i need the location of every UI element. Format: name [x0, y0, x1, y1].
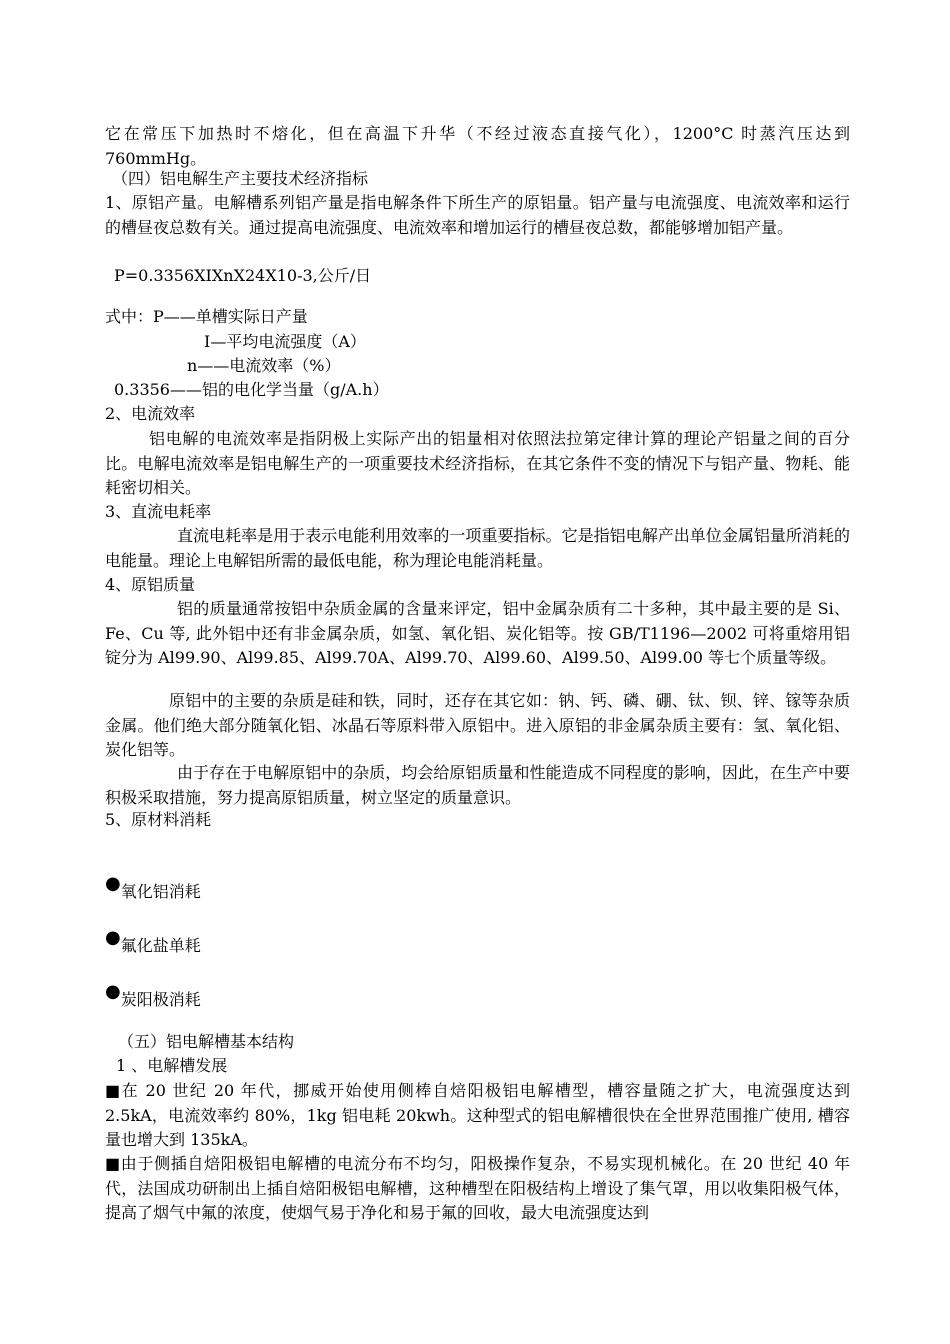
where-k: 0.3356——铝的电化学当量（g/A.h）	[114, 380, 389, 399]
bullet-item	[105, 981, 201, 1012]
bullet-label: 炭阳极消耗	[120, 990, 201, 1009]
paragraph-sublimation: 它在常压下加热时不熔化，但在高温下升华（不经过液态直接气化），1200°C 时蒸汽压达到 760mmHg。	[105, 124, 850, 168]
bullet-label: 氧化铝消耗	[120, 882, 201, 901]
heading-aluminum-quality: 4、原铝质量	[105, 575, 196, 594]
formula: P=0.3356XIXnX24X10-3,公斤/日	[114, 266, 372, 285]
paragraph-quality-awareness: 由于存在于电解原铝中的杂质，均会给原铝质量和性能造成不同程度的影响，因此，在生产中要积极采取措施，努力提高原铝质量，树立坚定的质量意识。	[105, 763, 850, 807]
bullet-item	[105, 927, 201, 958]
paragraph-development-1	[105, 1079, 850, 1153]
where-p: 式中：P——单槽实际日产量	[105, 307, 308, 326]
paragraph-current-efficiency: 铝电解的电流效率是指阴极上实际产出的铝量相对依照法拉第定律计算的理论产铝量之间的百分比。电解电流效率是铝电解生产的一项重要技术经济指标，在其它条件不变的情况下与铝产量、物耗、能耗密切相关。	[105, 429, 850, 497]
paragraph-quality-grading: 铝的质量通常按铝中杂质金属的含量来评定，铝中金属杂质有二十多种，其中最主要的是 Si、Fe、Cu 等, 此外铝中还有非金属杂质，如氢、氧化铝、炭化铝等。按 GB/T1196—2002 可将重熔用铝锭分为 Al99.90、Al99.85、Al99.70A、Al99.70、Al99.60、Al99.50、Al99.00 等七个质量等级。	[105, 599, 850, 667]
paragraph-impurities: 原铝中的主要的杂质是硅和铁，同时，还存在其它如：钠、钙、磷、硼、钛、钡、锌、镓等杂质金属。他们绝大部分随氧化铝、冰晶石等原料带入原铝中。进入原铝的非金属杂质主要有：氢、氧化铝、炭化铝等。	[105, 691, 850, 759]
bullet-dot-icon: ●	[105, 873, 121, 894]
bullet-item	[105, 873, 201, 904]
paragraph-aluminum-output: 1、原铝产量。电解槽系列铝产量是指电解条件下所生产的原铝量。铝产量与电流强度、电流效率和运行的槽昼夜总数有关。通过提高电流强度、电流效率和增加运行的槽昼夜总数，都能够增加铝产量。	[105, 193, 850, 237]
heading-current-efficiency: 2、电流效率	[105, 404, 196, 423]
heading-raw-material: 5、原材料消耗	[105, 810, 212, 829]
paragraph-development-2	[105, 1152, 850, 1226]
heading-cell-structure: （五）铝电解槽基本结构	[118, 1032, 295, 1051]
square-bullet-icon: ■	[105, 1081, 122, 1100]
subheading-cell-development: 1 、电解槽发展	[116, 1056, 228, 1075]
bullet-dot-icon: ●	[105, 927, 121, 948]
bullet-dot-icon: ●	[105, 981, 121, 1002]
heading-technical-indicators: （四）铝电解生产主要技术经济指标	[112, 169, 369, 188]
paragraph-dc-consumption: 直流电耗率是用于表示电能利用效率的一项重要指标。它是指铝电解产出单位金属铝量所消耗的电能量。理论上电解铝所需的最低电能，称为理论电能消耗量。	[105, 526, 850, 570]
heading-dc-consumption: 3、直流电耗率	[105, 502, 212, 521]
bullet-label: 氟化盐单耗	[120, 936, 201, 955]
development-2-text: 由于侧插自焙阳极铝电解槽的电流分布不均匀，阳极操作复杂，不易实现机械化。在 20 世纪 40 年代，法国成功研制出上插自焙阳极铝电解槽，这种槽型在阳极结构上增设了集气罩，用以收集阳极气体，提高了烟气中氟的浓度，使烟气易于净化和易于氟的回收，最大电流强度达到	[105, 1154, 850, 1222]
development-1-text: 在 20 世纪 20 年代，挪威开始使用侧棒自焙阳极铝电解槽型，槽容量随之扩大，电流强度达到 2.5kA，电流效率约 80%，1kg 铝电耗 20kwh。这种型式的铝电解槽很快在全世界范围推广使用, 槽容量也增大到 135kA。	[105, 1081, 850, 1149]
where-i: I—平均电流强度（A）	[204, 332, 366, 351]
square-bullet-icon: ■	[105, 1154, 121, 1173]
where-n: n——电流效率（%）	[187, 356, 341, 375]
